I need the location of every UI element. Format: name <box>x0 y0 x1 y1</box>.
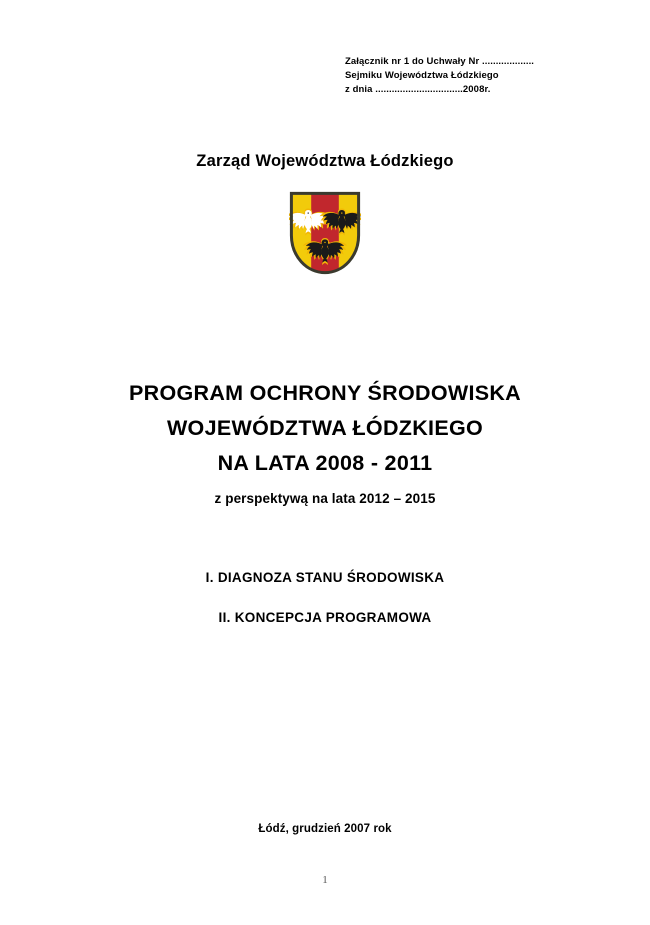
document-sections <box>0 569 650 627</box>
section-part-2: II. KONCEPCJA PROGRAMOWA <box>218 610 432 625</box>
publication-imprint: Łódź, grudzień 2007 rok <box>258 823 392 835</box>
title-line-3: NA LATA 2008 - 2011 <box>217 451 433 475</box>
issuing-authority: Zarząd Województwa Łódzkiego <box>196 152 454 170</box>
section-part-1: I. DIAGNOZA STANU ŚRODOWISKA <box>205 570 445 585</box>
title-line-1: PROGRAM OCHRONY ŚRODOWISKA <box>128 381 522 405</box>
reference-line-3: z dnia ................................2008r. <box>345 84 491 96</box>
title-line-2: WOJEWÓDZTWA ŁÓDZKIEGO <box>166 416 484 440</box>
document-title-block <box>0 376 650 506</box>
reference-line-1: Załącznik nr 1 do Uchwały Nr ................... <box>345 56 535 67</box>
document-reference-block <box>345 55 635 98</box>
page-number: 1 <box>322 874 328 886</box>
document-subtitle: z perspektywą na lata 2012 – 2015 <box>214 491 436 506</box>
reference-line-2: Sejmiku Województwa Łódzkiego <box>345 70 499 82</box>
coat-of-arms-icon <box>289 191 361 275</box>
